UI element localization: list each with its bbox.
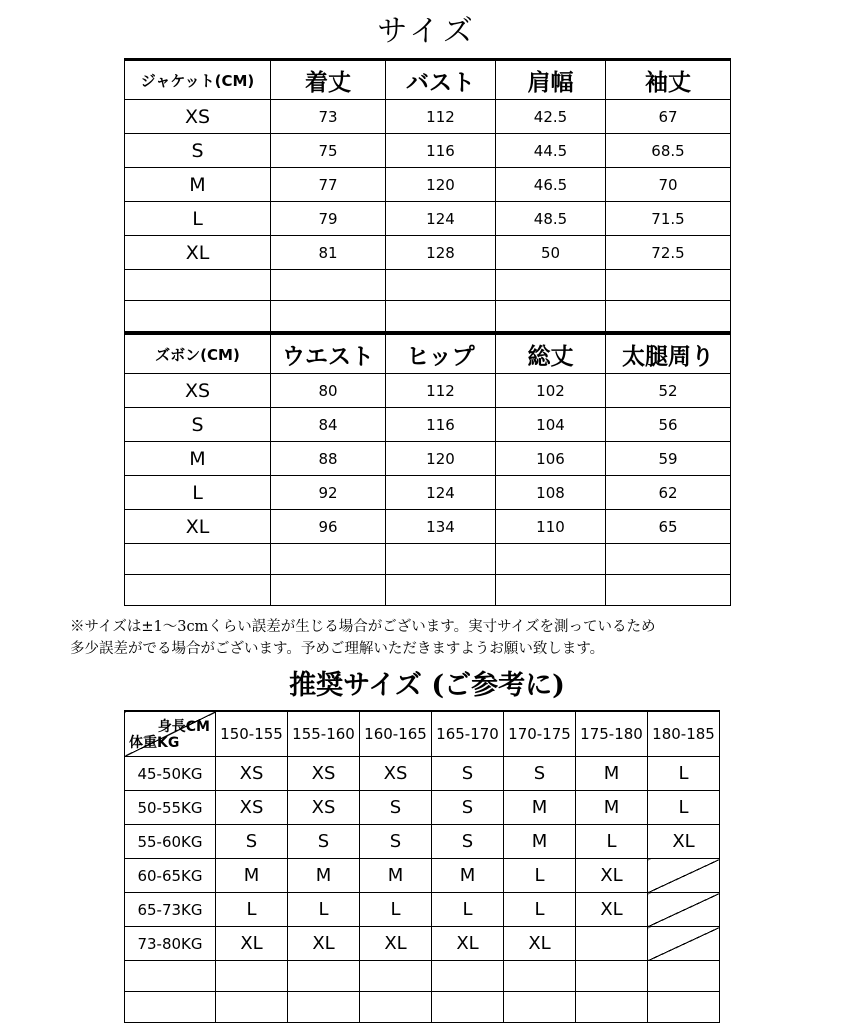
value-cell: 108 [496,476,606,510]
empty-cell [216,992,288,1023]
size-label: L [125,476,271,510]
empty-cell [432,992,504,1023]
size-note-line1: ※サイズは±1〜3cmくらい誤差が生じる場合がございます。実寸サイズを測っているため [70,619,656,635]
value-cell: 52 [606,374,731,408]
table-row [125,544,731,575]
empty-cell [504,961,576,992]
value-cell: 106 [496,442,606,476]
pants-table-name: ズボン(CM) [125,334,271,374]
recommended-size-cell: L [576,825,648,859]
table-row [125,408,731,442]
size-label: XL [125,236,271,270]
column-header-length: 着丈 [271,60,386,100]
value-cell: 65 [606,510,731,544]
size-label: XL [125,510,271,544]
empty-cell [125,992,216,1023]
recommended-size-cell: M [504,791,576,825]
table-row [125,202,731,236]
column-header-shoulder: 肩幅 [496,60,606,100]
column-header-bust: バスト [386,60,496,100]
pants-header-row [125,334,731,374]
recommended-size-cell: M [576,791,648,825]
table-row [125,270,731,301]
size-label: XS [125,374,271,408]
recommended-size-cell: S [360,825,432,859]
empty-cell [606,575,731,606]
empty-cell [360,961,432,992]
na-diagonal-cell [648,859,720,893]
height-range-header: 150-155 [216,711,288,757]
empty-cell [648,992,720,1023]
value-cell: 124 [386,202,496,236]
value-cell: 84 [271,408,386,442]
table-row [125,575,731,606]
page-title: サイズ [377,14,477,49]
value-cell: 116 [386,134,496,168]
empty-cell [271,301,386,332]
recommended-size-cell: L [504,893,576,927]
jacket-header-row [125,60,731,100]
table-row [125,374,731,408]
table-row [125,100,731,134]
value-cell: 62 [606,476,731,510]
recommend-size-table [124,710,720,1024]
table-row [125,236,731,270]
recommended-size-cell: L [288,893,360,927]
value-cell: 48.5 [496,202,606,236]
table-row [125,961,720,992]
recommended-size-cell: XL [216,927,288,961]
recommended-size-cell: XL [504,927,576,961]
weight-range-label: 55-60KG [125,825,216,859]
value-cell: 128 [386,236,496,270]
weight-range-label: 45-50KG [125,757,216,791]
column-header-sleeve: 袖丈 [606,60,731,100]
height-range-header: 180-185 [648,711,720,757]
recommended-size-cell: XS [360,757,432,791]
column-header-hip: ヒップ [386,334,496,374]
size-note-line2: 多少誤差がでる場合がございます。予めご理解いただきますようお願い致します。 [70,641,605,658]
height-range-header: 175-180 [576,711,648,757]
recommended-size-cell: L [432,893,504,927]
height-range-header: 160-165 [360,711,432,757]
recommended-size-cell: XL [576,893,648,927]
empty-cell [576,992,648,1023]
value-cell: 68.5 [606,134,731,168]
value-cell: 75 [271,134,386,168]
value-cell: 44.5 [496,134,606,168]
recommended-size-cell: XL [288,927,360,961]
value-cell: 120 [386,168,496,202]
empty-cell [496,575,606,606]
recommended-size-cell: M [576,757,648,791]
recommended-size-cell: M [432,859,504,893]
value-cell: 79 [271,202,386,236]
size-label: S [125,408,271,442]
empty-cell [125,961,216,992]
empty-cell [288,992,360,1023]
recommended-size-cell: M [360,859,432,893]
value-cell: 59 [606,442,731,476]
empty-cell [648,961,720,992]
empty-cell [271,575,386,606]
empty-cell [125,270,271,301]
recommended-size-cell: M [216,859,288,893]
jacket-size-table [124,58,731,332]
table-row [125,757,720,791]
recommended-size-cell: XL [360,927,432,961]
size-label: S [125,134,271,168]
value-cell: 116 [386,408,496,442]
value-cell: 50 [496,236,606,270]
value-cell: 120 [386,442,496,476]
value-cell: 81 [271,236,386,270]
value-cell: 110 [496,510,606,544]
empty-cell [496,301,606,332]
value-cell: 96 [271,510,386,544]
value-cell: 77 [271,168,386,202]
recommended-size-cell: XL [648,825,720,859]
table-row [125,134,731,168]
recommended-size-cell: XS [216,757,288,791]
recommended-size-cell: XS [288,757,360,791]
height-range-header: 155-160 [288,711,360,757]
table-row [125,927,720,961]
value-cell: 102 [496,374,606,408]
value-cell: 71.5 [606,202,731,236]
jacket-table-name: ジャケット(CM) [125,60,271,100]
weight-range-label: 50-55KG [125,791,216,825]
empty-cell [386,301,496,332]
recommended-size-cell: XS [288,791,360,825]
empty-cell [496,270,606,301]
height-range-header: 170-175 [504,711,576,757]
weight-range-label: 65-73KG [125,893,216,927]
value-cell: 80 [271,374,386,408]
recommended-size-cell: S [432,791,504,825]
value-cell: 70 [606,168,731,202]
value-cell: 42.5 [496,100,606,134]
recommended-size-cell: L [360,893,432,927]
column-header-total-length: 総丈 [496,334,606,374]
table-row [125,442,731,476]
empty-cell [606,270,731,301]
table-row [125,893,720,927]
empty-cell [125,575,271,606]
size-note [70,616,796,661]
column-header-waist: ウエスト [271,334,386,374]
recommended-size-cell: S [504,757,576,791]
recommended-size-cell: XS [216,791,288,825]
recommended-size-cell [576,927,648,961]
size-chart-page [0,6,854,1023]
na-diagonal-cell [648,927,720,961]
value-cell: 46.5 [496,168,606,202]
recommended-size-cell: L [648,791,720,825]
recommended-size-cell: S [432,757,504,791]
table-row [125,476,731,510]
recommend-title: 推奨サイズ (ご参考に) [289,669,565,701]
column-header-thigh: 太腿周り [606,334,731,374]
empty-cell [504,992,576,1023]
empty-cell [606,544,731,575]
empty-cell [386,575,496,606]
recommended-size-cell: S [288,825,360,859]
value-cell: 73 [271,100,386,134]
recommended-size-cell: M [288,859,360,893]
value-cell: 104 [496,408,606,442]
value-cell: 124 [386,476,496,510]
pants-size-table [124,332,731,606]
weight-range-label: 73-80KG [125,927,216,961]
table-row [125,510,731,544]
value-cell: 67 [606,100,731,134]
value-cell: 134 [386,510,496,544]
height-axis-label: 身長CM [157,718,210,735]
table-row [125,859,720,893]
weight-range-label: 60-65KG [125,859,216,893]
value-cell: 88 [271,442,386,476]
recommended-size-cell: L [504,859,576,893]
recommended-size-cell: S [432,825,504,859]
recommend-header-row [125,711,720,757]
empty-cell [576,961,648,992]
value-cell: 92 [271,476,386,510]
empty-cell [271,270,386,301]
recommended-size-cell: S [216,825,288,859]
empty-cell [432,961,504,992]
table-row [125,301,731,332]
empty-cell [360,992,432,1023]
weight-axis-label: 体重KG [129,735,180,752]
empty-cell [125,544,271,575]
table-row [125,791,720,825]
corner-cell [125,711,216,757]
recommended-size-cell: M [504,825,576,859]
table-row [125,825,720,859]
empty-cell [271,544,386,575]
empty-cell [288,961,360,992]
recommended-size-cell: L [648,757,720,791]
table-row [125,168,731,202]
height-range-header: 165-170 [432,711,504,757]
size-label: XS [125,100,271,134]
size-label: M [125,442,271,476]
empty-cell [386,270,496,301]
size-label: M [125,168,271,202]
na-diagonal-cell [648,893,720,927]
recommended-size-cell: L [216,893,288,927]
size-label: L [125,202,271,236]
empty-cell [216,961,288,992]
value-cell: 72.5 [606,236,731,270]
recommended-size-cell: XL [432,927,504,961]
recommended-size-cell: XL [576,859,648,893]
empty-cell [125,301,271,332]
recommended-size-cell: S [360,791,432,825]
value-cell: 112 [386,100,496,134]
empty-cell [496,544,606,575]
empty-cell [606,301,731,332]
value-cell: 56 [606,408,731,442]
table-row [125,992,720,1023]
value-cell: 112 [386,374,496,408]
empty-cell [386,544,496,575]
